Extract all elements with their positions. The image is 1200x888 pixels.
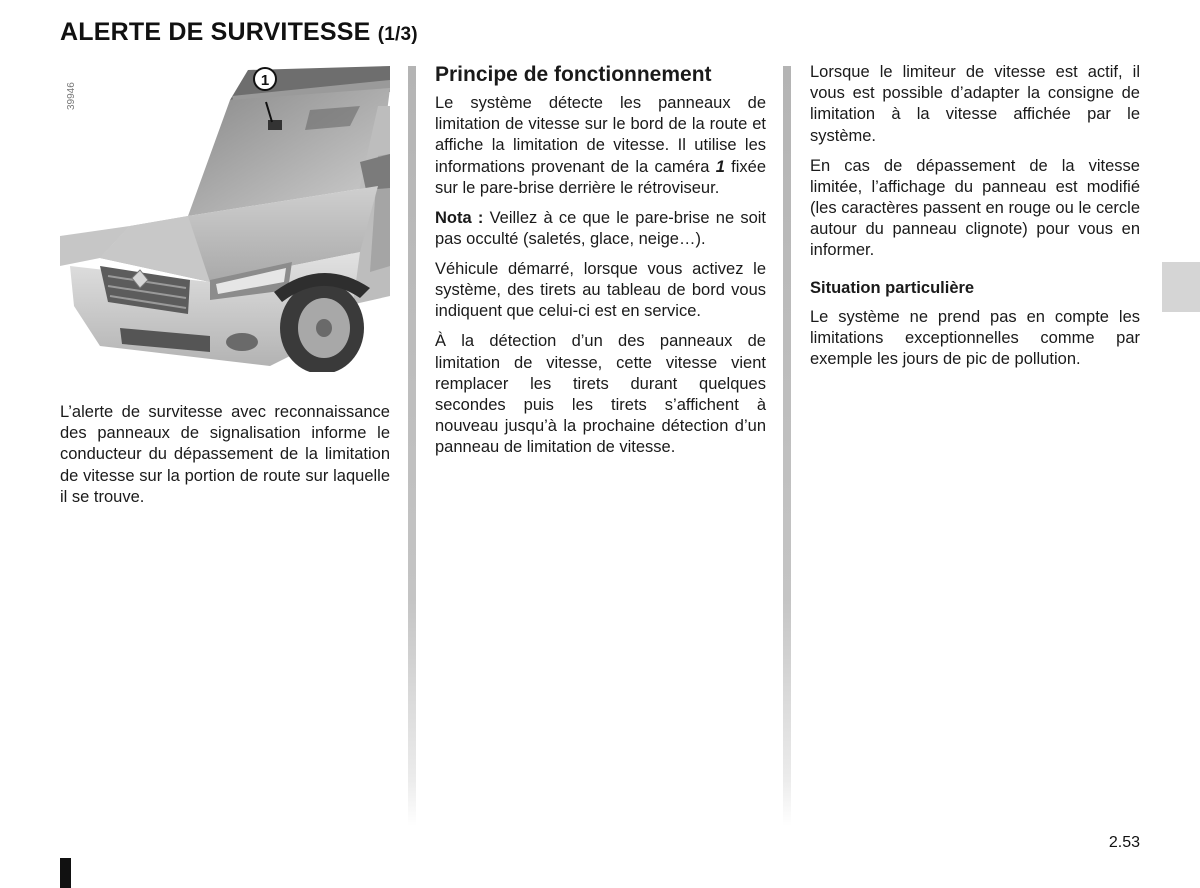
section-heading: Principe de fonctionnement <box>435 63 712 86</box>
camera-reference: 1 <box>715 157 725 176</box>
special-situation-heading: Situation particulière <box>810 278 975 297</box>
special-situation-paragraph: Le système ne prend pas en compte les limitations exceptionnelles comme par exemple les jours de pic de pollution. <box>810 307 1140 369</box>
right-column <box>810 62 1140 379</box>
car-illustration <box>60 66 390 372</box>
operation-text-2: fixée sur le pare-brise derrière le rétroviseur. <box>435 157 766 197</box>
column-divider-right <box>783 66 791 826</box>
left-column <box>60 402 390 517</box>
middle-column <box>435 62 766 467</box>
car-windshield-camera-illustration <box>60 66 390 372</box>
title-text: ALERTE DE SURVITESSE <box>60 18 371 46</box>
operation-paragraph <box>435 93 766 199</box>
nota-paragraph <box>435 208 766 250</box>
image-code: 39946 <box>66 82 77 110</box>
callout-number: 1 <box>260 72 270 89</box>
intro-paragraph: L’alerte de survitesse avec reconnaissance des panneaux de signalisation informe le conducteur du dépassement de la limitation de vitesse sur la portion de route sur laquelle il se trouve. <box>60 403 390 506</box>
title-part-indicator: (1/3) <box>377 24 418 45</box>
footer-marker-bar <box>60 858 71 888</box>
operation-text-1: Le système détecte les panneaux de limitation de vitesse sur le bord de la route et affiche la limitation de vitesse. Il utilise les informations provenant de la caméra <box>435 94 766 176</box>
activation-paragraph: Véhicule démarré, lorsque vous activez le système, des tirets au tableau de bord vous indiquent que celui-ci est en service. <box>435 260 766 321</box>
nota-text: Veillez à ce que le pare-brise ne soit pas occulté (saletés, glace, neige…). <box>435 208 767 249</box>
limiter-paragraph: Lorsque le limiteur de vitesse est actif, il vous est possible d’adapter la consigne de limitation à la vitesse affichée par le système. <box>810 63 1140 145</box>
page-title <box>60 18 418 47</box>
chapter-tab <box>1162 262 1200 312</box>
overspeed-paragraph: En cas de dépassement de la vitesse limitée, l’affichage du panneau est modifié (les caractères passent en rouge ou le cercle autour du panneau clignote) pour vous en informer. <box>810 156 1140 260</box>
column-divider-left <box>408 66 416 826</box>
detection-paragraph: À la détection d’un des panneaux de limitation de vitesse, cette vitesse vient remplacer les tirets durant quelques secondes puis les tirets s’affichent à nouveau jusqu’à la prochaine détection d’un panneau de limitation de vitesse. <box>435 332 766 457</box>
page-number: 2.53 <box>1108 834 1140 851</box>
nota-label: Nota : <box>435 208 484 227</box>
